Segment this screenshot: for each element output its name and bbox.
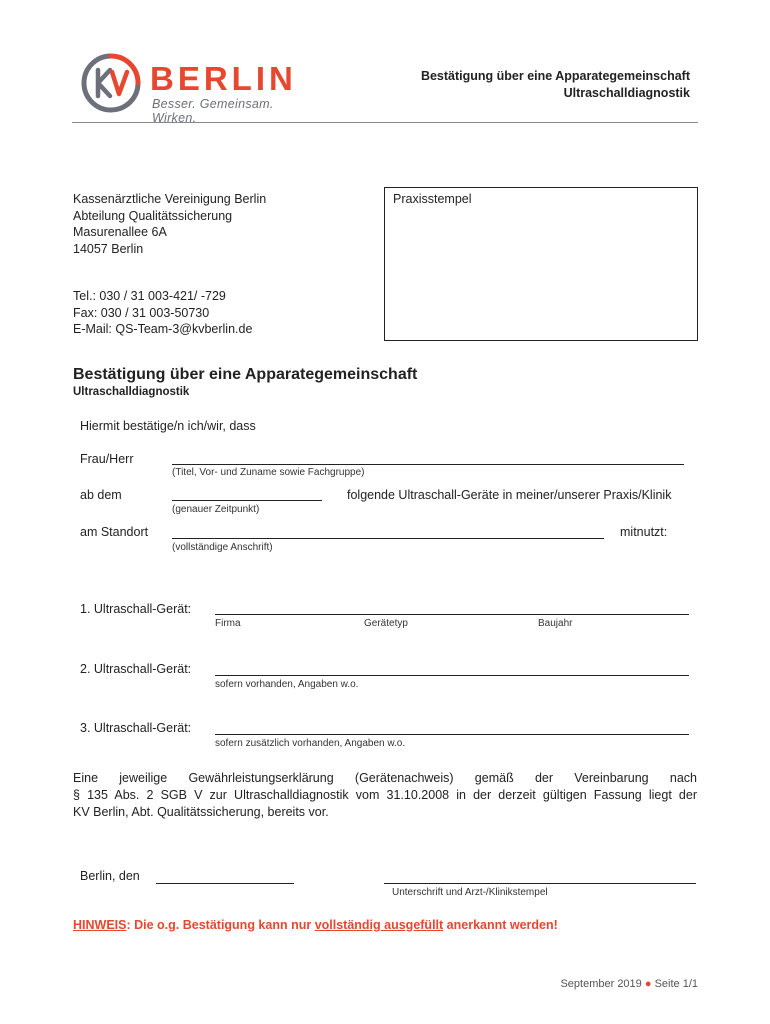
ab-dem-hint: (genauer Zeitpunkt): [172, 504, 260, 515]
header-title-line2: Ultraschalldiagnostik: [563, 86, 690, 100]
form-intro: Hiermit bestätige/n ich/wir, dass: [80, 419, 256, 433]
device-3-hint: sofern zusätzlich vorhanden, Angaben w.o.: [215, 738, 406, 749]
date-field[interactable]: [156, 883, 294, 884]
form-heading: Bestätigung über eine Apparategemeinschaft: [73, 366, 418, 383]
device-2-label: 2. Ultraschall-Gerät:: [80, 662, 192, 676]
statement-line2: § 135 Abs. 2 SGB V zur Ultraschalldiagnostik vom 31.10.2008 in der derzeit gültigen Fassung liegt der: [73, 788, 697, 802]
hint-keyword: HINWEIS: [73, 918, 127, 932]
contact-tel: Tel.: 030 / 31 003-421/ -729: [73, 289, 226, 303]
address-line4: 14057 Berlin: [73, 241, 144, 256]
kv-logo: [80, 52, 320, 125]
device-1-col-geraetetyp: Gerätetyp: [364, 618, 408, 629]
logo-tagline: Besser. Gemeinsam. Wirken.: [152, 97, 274, 125]
hint-emphasis: vollständig ausgefüllt: [314, 918, 444, 932]
signature-hint: Unterschrift und Arzt-/Klinikstempel: [392, 887, 548, 898]
practice-stamp-label: Praxisstempel: [393, 192, 472, 206]
standort-field[interactable]: [172, 538, 604, 539]
frau-herr-field[interactable]: [172, 464, 684, 465]
device-2-field[interactable]: [215, 675, 689, 676]
hint-text1: : Die o.g. Bestätigung kann nur: [126, 918, 315, 932]
header-title-line1: Bestätigung über eine Apparategemeinschaft: [420, 69, 690, 83]
ab-dem-suffix: folgende Ultraschall-Geräte in meiner/unserer Praxis/Klinik: [347, 488, 672, 502]
ab-dem-field[interactable]: [172, 500, 322, 501]
footer-date: September 2019: [560, 978, 642, 990]
standort-label: am Standort: [80, 525, 149, 539]
statement-line3: KV Berlin, Abt. Qualitätssicherung, bereits vor.: [73, 805, 329, 819]
ab-dem-label: ab dem: [80, 488, 122, 502]
contact-email: E-Mail: QS-Team-3@kvberlin.de: [73, 322, 253, 336]
device-1-label: 1. Ultraschall-Gerät:: [80, 602, 192, 616]
standort-suffix: mitnutzt:: [620, 525, 668, 539]
device-1-col-firma: Firma: [215, 618, 241, 629]
place-date-label: Berlin, den: [80, 869, 140, 883]
completion-hint: [73, 918, 558, 932]
device-1-col-baujahr: Baujahr: [538, 618, 573, 629]
footer: [560, 978, 698, 990]
form-subheading: Ultraschalldiagnostik: [73, 386, 190, 398]
contact-fax: Fax: 030 / 31 003-50730: [73, 305, 210, 320]
bullet-icon: ●: [644, 978, 652, 990]
device-1-field[interactable]: [215, 614, 689, 615]
warranty-statement: [73, 770, 697, 821]
logo-wordmark: BERLIN: [150, 60, 297, 97]
device-3-label: 3. Ultraschall-Gerät:: [80, 721, 192, 735]
contact-info: [73, 288, 373, 338]
address-line1: Kassenärztliche Vereinigung Berlin: [73, 192, 267, 206]
recipient-address: [73, 191, 373, 257]
hint-text3: anerkannt werden!: [443, 918, 558, 932]
address-line3: Masurenallee 6A: [73, 225, 167, 239]
device-3-field[interactable]: [215, 734, 689, 735]
practice-stamp-box[interactable]: [384, 187, 698, 341]
header-title: [330, 68, 690, 102]
statement-line1: Eine jeweilige Gewährleistungserklärung (Gerätenachweis) gemäß der Vereinbarung nach: [73, 771, 697, 785]
standort-hint: (vollständige Anschrift): [172, 542, 273, 553]
device-2-hint: sofern vorhanden, Angaben w.o.: [215, 679, 359, 690]
header-divider: [72, 122, 698, 123]
frau-herr-hint: (Titel, Vor- und Zuname sowie Fachgruppe): [172, 467, 365, 478]
kv-logo-mark-icon: [80, 52, 142, 114]
footer-page: Seite 1/1: [654, 978, 698, 990]
signature-field[interactable]: [384, 883, 696, 884]
address-line2: Abteilung Qualitätssicherung: [73, 208, 233, 223]
frau-herr-label: Frau/Herr: [80, 452, 134, 466]
